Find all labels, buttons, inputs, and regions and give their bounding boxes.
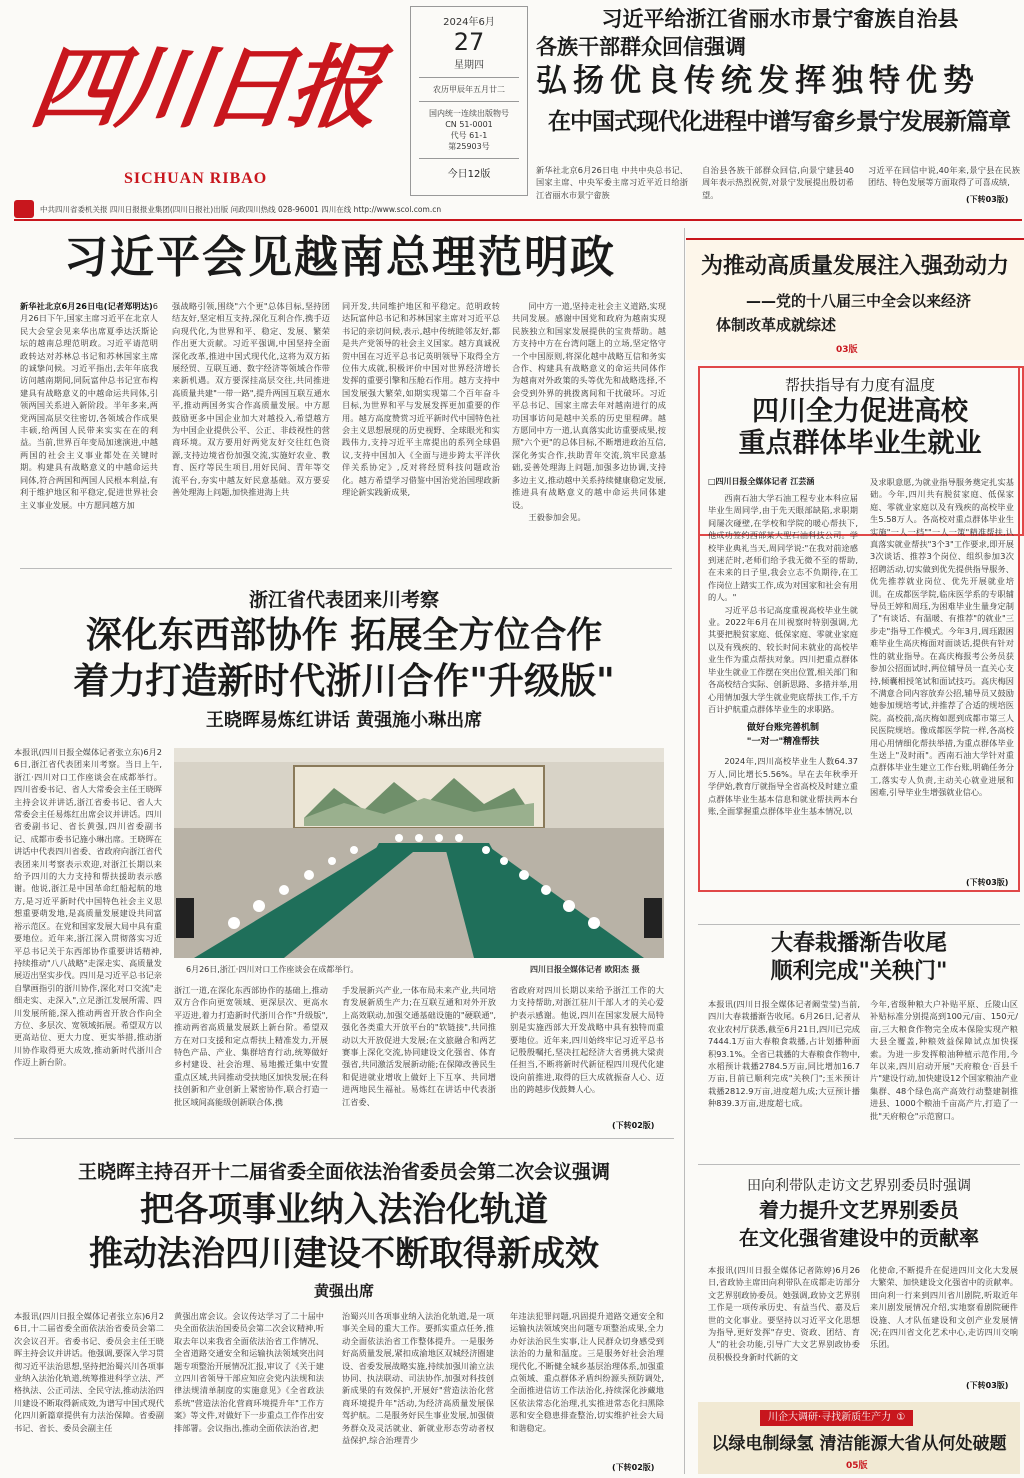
masthead-title-en: SICHUAN RIBAO xyxy=(124,170,268,187)
culture-headline-2: 在文化强省建设中的贡献率 xyxy=(739,1226,979,1250)
date-weekday: 星期四 xyxy=(454,60,484,71)
harvest-headline-1: 大春栽播渐告收尾 xyxy=(770,931,947,956)
photo-credit: 四川日报全媒体记者 欧阳杰 摄 xyxy=(530,965,640,974)
law-next-page: (下转02版) xyxy=(612,1463,655,1472)
zhejiang-headline-1: 深化东西部协作 拓展全方位合作 xyxy=(85,615,603,656)
right-teaser-sub-1: ——党的十八届三中全会以来经济 xyxy=(746,292,972,310)
law-headline-1: 把各项事业纳入法治化轨道 xyxy=(140,1190,548,1230)
zhejiang-kicker: 浙江省代表团来川考察 xyxy=(248,589,439,611)
law-col-1: 本报讯(四川日报全媒体记者张立东)6月26日,十二届省委全面依法治省委员会第二次会议召开。省委书记、委员会主任王晓晖主持会议并讲话。他强调,要深入学习贯彻习近平法治思想,坚持把治蜀兴川各项事业纳入法治化轨道,统筹推进科学立法、严格执法、公正司法、全民守法,推动法治四川建设不断取得新成效,为谱写中国式现代化四川新篇章提供有力法治保障。省委副书记、省长、委员会副主任 xyxy=(14,1311,164,1433)
vietnam-text-1: 6月26日下午,国家主席习近平在北京人民大会堂会见来华出席夏季达沃斯论坛的越南总理范明政。习近平请范明政转达对苏林总书记和苏林国家主席的诚挚问候。习近平指出,去年年底我访问越南期间,同阮富仲总书记宣布构建具有战略意义的中越命运共同体,引领两国关系进入新阶段。半年多来,两党两国高层交往密切,各领域合作成果丰硕,给两国人民带来实实在在的利益。当前,世界百年变局加速演进,中越两国的社会主义事业都处在关键时期。构建具有战略意义的中越命运共同体,符合两国和两国人民根本利益,有利于维护地区和平稳定,促进世界社会主义事业发展。中方愿同越方加 xyxy=(20,301,158,510)
vietnam-col-2: 强战略引领,围绕"六个更"总体目标,坚持团结友好,坚定相互支持,深化互利合作,携手迈向现代化,为世界和平、稳定、发展、繁荣作出更大贡献。习近平强调,中国坚持全面深化改革,推进中国式现代化,这将为双方拓展经贸、互联互通、数字经济等领域合作带来新机遇。双方要深挂高层交往,共同推进高质量共建"一带一路",提升两国互联互通水平,推动两国务实合作高质量发展。中方愿鼓励更多中国企业加大对越投入,希望越方为中国企业提供公平、公正、非歧视性的营商环境。双方要用好两党友好交往红色资源,支持边境省份加强交流,实施好农业、教育、医疗等民生项目,用好民间、青年等交流平台,夯实中越友好民意基础。双方要妥善处理海上问题,加快推进海上共 xyxy=(172,301,330,498)
zhejiang-col-b3: 省政府对四川长期以来给予浙江工作的大力支持帮助,对浙江驻川干部人才的关心爱护表示感谢。他说,四川在国家发展大局特别是实施西部大开发战略中具有独特而重要地位。近年来,四川始终牢记习近平总书记殷殷嘱托,坚决扛起经济大省勇挑大梁责任担当,不断将新时代新征程四川现代化建设向前推进,取得的巨大成就振奋人心、迈出的跨越步伐鼓舞人心。 xyxy=(510,985,664,1095)
top-col-2: 自治县各族干部群众回信,向景宁建县40周年表示热烈祝贺,对景宁发展提出殷切希望。 xyxy=(702,165,854,200)
culture-next-page: (下转03版) xyxy=(966,1381,1009,1390)
graduates-headline-2: 重点群体毕业生就业 xyxy=(738,428,982,459)
graduates-subhead-1: 做好台账完善机制 xyxy=(746,723,819,734)
graduates-col-1 xyxy=(708,492,858,884)
right-teaser-headline: 为推动高质量发展注入强劲动力 xyxy=(700,254,1009,279)
zhejiang-col-b1: 浙江一道,在深化东西部协作的基础上,推动双方合作向更宽领域、更深层次、更高水平迈进,着力打造新时代浙川合作"升级版",推动两省高质量发展跃上新台阶。希望双方在对口支援和定点帮扶上精准发力,开展特色产品、产业、集群培育行动,统筹做好乡村建设、社会治理、易地搬迁集中安置重点区域,共同推动受扶地区加快发展;在科技创新和产业创新上紧密协作,联合打造一批区域间高能级创新联合体,携 xyxy=(174,985,328,1107)
zhejiang-left-col: 本报讯(四川日报全媒体记者张立东)6月26日,浙江省代表团来川考察。当日上午,浙江·四川对口工作座谈会在成都举行。四川省委书记、省人大常委会主任王晓晖主持会议并讲话,浙江省委书记、省人大常委会主任易炼红出席会议并讲话。四川省委副书记、省长黄强,四川省委副书记、成都市委书记施小琳出席。王晓晖在讲话中代表四川省委、省政府向浙江省代表团来川考察表示欢迎,对浙江长期以来给予四川的大力支持和帮扶援助表示感谢。他说,浙江是中国革命红船起航的地方,是习近平新时代中国特色社会主义思想重要萌发地,是高质量发展建设共同富裕示范区。在党和国家发展大局中具有重要地位。近年来,浙江深入贯彻落实习近平总书记关于东西部协作重要讲话精神,持续推动"八八战略"走深走实、高质量发展迈出坚实步伐。四川是习近平总书记亲自擘画指引的浙川协作,深化对口交流"走细走实、走深入",立足浙江发展所需、四川发展所能,深入推动两省开放合作向全方位、多层次、宽领域拓展。希望双方以更高站位、更大力度、更实举措,推动浙川协作取得更大成效,推动新时代浙川合作迈上新台阶。 xyxy=(14,747,162,1068)
teaser-page: 05版 xyxy=(846,1461,868,1471)
zhejiang-next-page: (下转02版) xyxy=(612,1121,655,1130)
right-teaser-sub-2: 体制改革成就综述 xyxy=(716,316,837,334)
date-lunar: 农历甲辰年五月廿二 xyxy=(433,85,505,94)
culture-col-1: 本报讯(四川日报全媒体记者陈婷)6月26日,省政协主席田向利带队在成都走访部分文艺界别政协委员。她强调,政协文艺界别工作是一项传承历史、有益当代、嘉及后世的文化事业。要坚持以习近平文化思想为指导,更好发挥"存史、资政、团结、育人"的社会功能,引导广大文艺界别政协委员积极投身新时代新的文 xyxy=(708,1265,860,1362)
harvest-headline-2: 顺利完成"关秧门" xyxy=(770,959,948,984)
date-line: 2024年6月 xyxy=(443,17,495,28)
date-day: 27 xyxy=(453,28,485,56)
top-kicker-2: 各族干部群众回信强调 xyxy=(536,35,746,59)
vietnam-lead-tag: 新华社北京6月26日电(记者郑明达) xyxy=(20,301,153,311)
vietnam-text-4b: 王毅参加会见。 xyxy=(528,511,586,522)
top-col-3: 习近平在回信中说,40年来,景宁县在民族团结、特色发展等方面取得了可喜成绩, xyxy=(868,165,1020,188)
graduates-byline: □四川日报全媒体记者 江芸涵 xyxy=(708,477,815,486)
graduates-subhead-2: "一对一"精准帮扶 xyxy=(746,737,820,748)
graduates-text-1a: 西南石油大学石油工程专业本科应届毕业生周同学,由于先天眼部缺陷,求职期间屡次碰壁,在学校和学院的暖心帮扶下,他成功签约西部某大型石油科技公司。学校毕业典礼当天,周同学说:"在我对前途感到迷茫时,老师们给予我无微不至的帮助,在未来的日子里,我会立志不负期待,在工作岗位上踏实工作,成为对国家和社会有用的人。" xyxy=(708,493,858,603)
culture-headline-1: 着力提升文艺界别委员 xyxy=(759,1198,959,1222)
pages-count: 今日12版 xyxy=(447,169,491,180)
date-box xyxy=(410,6,528,196)
harvest-col-1: 本报讯(四川日报全媒体记者阚莹莹)当前,四川大春栽播渐告收尾。6月26日,记者从农业农村厅获悉,截至6月21日,四川已完成7444.1万亩大春粮食栽播,占计划播种面积93.1%。全省已栽播的大春粮食作物中,水稻预计栽播2784.5万亩,同比增加16.7万亩,目前已顺利完成"关秧门";玉米预计栽播2812.9万亩,进度超九成;大豆预计播种839.3万亩,进度超七成。 xyxy=(708,999,860,1109)
culture-kicker: 田向利带队走访文艺界别委员时强调 xyxy=(747,1178,971,1194)
issn-1: 国内统一连续出版物号 xyxy=(429,109,509,118)
masthead-title: 四川日报 xyxy=(24,35,384,141)
graduates-text-1b: 习近平总书记高度重视高校毕业生就业。2022年6月在川视察时特别强调,尤其要把脱贫家庭、低保家庭、零就业家庭以及有残疾的、较长时间未就业的高校毕业生作为重点帮扶对象。四川把重点群体毕业生就业工作摆在突出位置,相关部门和各高校结合实际、创新思路、多措并举,用心用情加强大学生就业兜底帮扶工作,千方百计护航重点群体毕业生的求职路。 xyxy=(708,604,858,714)
graduates-next-page: (下转03版) xyxy=(966,878,1009,887)
vietnam-col-1 xyxy=(20,300,158,562)
graduates-text-1c: 2024年,四川高校毕业生人数64.37万人,同比增长5.56%。早在去年秋季开学伊始,教育厅就指导全省高校及时建立重点群体毕业生基本信息和就业帮扶两本台账,全面掌握重点群体毕业生基本情况,以 xyxy=(708,756,858,816)
law-col-2: 黄强出席会议。会议传达学习了二十届中央全面依法治国委员会第二次会议精神,听取去年以来我省全面依法治省工作情况、全省道路交通安全和运输执法领域突出问题专项整治开展情况汇报,审议了《关于建立四川省领导干部应知应会党内法规和法律法规清单制度的实施意见》《全省政法系统"营造法治化营商环境提升年"工作方案》等文件,对做好下一步重点工作作出安排部署。会议指出,推动全面依法治省,把 xyxy=(174,1311,324,1433)
publisher-logo-icon xyxy=(14,200,34,218)
teaser-badge-label: 川企大调研·寻找新质生产力 xyxy=(768,1412,892,1423)
publisher-bar: 中共四川省委机关报 四川日报报业集团(四川日报社)出版 问政四川热线 028-96001 四川在线 http://www.scol.com.cn xyxy=(40,205,442,214)
masthead-logo xyxy=(14,18,394,187)
law-kicker: 王晓晖主持召开十二届省委全面依法治省委员会第二次会议强调 xyxy=(77,1161,610,1183)
law-col-4: 年违法犯罪问题,巩固提升道路交通安全和运输执法领域突出问题专项整治成果,全力办好法治民生实事,让人民群众切身感受到法治的力量和温度。三是服务好社会治理现代化,不断健全城乡基层治理体系,加强重点领域、重点群体矛盾纠纷源头预防调处,全面推进信访工作法治化,持续深化涉藏地区依法常态化治理,扎实推进常态化扫黑除恶和安全稳患排查整治,切实维护社会大局和谐稳定。 xyxy=(510,1311,664,1433)
teaser-headline: 以绿电制绿氢 清洁能源大省从何处破题 xyxy=(711,1434,1007,1454)
right-teaser-page: 03版 xyxy=(836,345,858,355)
law-headline-2: 推动法治四川建设不断取得新成效 xyxy=(89,1234,599,1274)
vietnam-col-3: 同开发,共同维护地区和平稳定。范明政转达阮富仲总书记和苏林国家主席对习近平总书记的亲切问候,表示,越中传统睦邻友好,都是共产党领导的社会主义国家。越方真诚祝贺中国在习近平总书记英明领导下取得全方位伟大成就,积极评价中国对世界经济增长发挥的重要引擎和压舱石作用。越方支持中国发展强大繁荣,如期实现第二个百年奋斗目标,为世界和平与发展发挥更加重要的作用。越方高度赞赏习近平新时代中国特色社会主义思想展现的历史视野、全球眼光和实践伟力,支持习近平主席提出的系列全球倡议,支持中国加入《全面与进步跨太平洋伙伴关系协定》,反对将经贸科技问题政治化。越方希望学习借鉴中国治党治国理政新理论新实践新成果, xyxy=(342,301,500,498)
culture-col-2: 化使命,不断提升在促进四川文化大发展大繁荣、加快建设文化强省中的贡献率。田向利一行来到四川省川剧院,听取近年来川剧发展情况介绍,实地察看剧院硬件设施、人才队伍建设和文创产业发展情况;在四川省文化艺术中心,走访四川交响乐团。 xyxy=(870,1265,1018,1350)
bottom-right-teaser[interactable] xyxy=(698,1402,1020,1474)
right-teaser-box[interactable] xyxy=(686,238,1024,360)
law-col-3: 治蜀兴川各项事业纳入法治化轨道,是一项事关全局的重大工作。要抓实重点任务,推动全面依法治省工作整体提升。一是服务好高质量发展,紧扣成渝地区双城经济圈建设、省委发展战略实施,持续加强川渝立法协同、执法联动、司法协作,加强对科技创新成果的有效保护,开展好"营造法治化营商环境提升年"活动,为经济高质量发展保驾护航。二是服务好民生事业发展,加强债务群众及灵活就业、新就业形态劳动者权益保护,综合治理青少 xyxy=(342,1311,494,1446)
law-sub: 黄强出席 xyxy=(313,1282,374,1300)
zhejiang-sub: 王晓晖易炼红讲话 黄强施小琳出席 xyxy=(205,710,483,731)
photo-caption: 6月26日,浙江·四川对口工作座谈会在成都举行。 xyxy=(186,965,359,974)
top-headline-2: 在中国式现代化进程中谱写畲乡景宁发展新篇章 xyxy=(548,109,1010,135)
meeting-photo xyxy=(174,748,664,958)
issn-4: 第25903号 xyxy=(448,142,490,151)
top-next-page: (下转03版) xyxy=(966,195,1009,204)
teaser-badge xyxy=(760,1410,913,1426)
graduates-headline-1: 四川全力促进高校 xyxy=(752,396,968,427)
issn-2: CN 51-0001 xyxy=(445,120,493,129)
meeting-photo-svg xyxy=(174,748,664,958)
issn-3: 代号 61-1 xyxy=(450,131,488,140)
top-kicker-1: 习近平给浙江省丽水市景宁畲族自治县 xyxy=(601,7,959,31)
teaser-badge-num: ① xyxy=(896,1412,906,1423)
zhejiang-headline-2: 着力打造新时代浙川合作"升级版" xyxy=(73,661,615,702)
graduates-kicker: 帮扶指导有力度有温度 xyxy=(784,376,935,394)
vietnam-col-4 xyxy=(512,300,666,562)
top-col-1: 新华社北京6月26日电 中共中央总书记、国家主席、中央军委主席习近平近日给浙江省丽水市景宁畲族 xyxy=(536,165,688,200)
graduates-col-2: 及求职意愿,为就业指导服务奠定扎实基础。今年,四川共有脱贫家庭、低保家庭、零就业家庭以及有残疾的高校毕业生5.58万人。各高校对重点群体毕业生实施"一人一档""一人一策"精准帮扶,认真落实就业帮扶"3个3"工作要求,即开展3次谈话、推荐3个岗位、组织参加3次招聘活动,切实做到优先提供指导服务、优先推荐就业岗位、优先开展就业培训。在成都医学院,临床医学系的专职辅导员王婷和周珏,为困难毕业生量身定制了"有谈话、有温暖、有推荐"的就业"三步走"指导工作模式。今年3月,周珏跟困难毕业生高庆梅面对面谈话,提供有针对性的就业指导。在高庆梅报考公务员获参加公招面试时,两位辅导员一直关心支持,倾囊相授笔试和面试技巧。高庆梅因不满意合同内容放弃公招,辅导员又鼓励她参加规培考试,并推荐了合适的规培医院。高校前,高庆梅如愿到成都市第三人民医院规培。像成都医学院一样,各高校用心用情细化帮扶举措,为重点群体毕业生送上"及时雨"。西南石油大学针对重点群体毕业生建立工作台账,明确任务分工,落实专人负责,主动关心就业进展和困难,引导毕业生增强就业信心。 xyxy=(870,477,1014,798)
vietnam-headline: 习近平会见越南总理范明政 xyxy=(64,232,616,283)
vietnam-text-4: 同中方一道,坚持走社会主义道路,实现共同发展。感谢中国党和政府为越南实现民族独立和国家发展提供的宝贵帮助。越方支持中方在台湾问题上的立场,坚定恪守一个中国原则,将深化越中战略互信和务实合作、构建具有战略意义的命运共同体作为越南对外政策的头等优先和战略选择,不会受到外界的挑拨离间和干扰破坏。习近平总书记、国家主席去年对越南进行的成功国事访问是越中关系的历史里程碑。越方愿同中方一道,认真落实此访重要成果,按照"六个更"的总体目标,不断增进政治互信,深化务实合作,扶助青年交流,筑牢民意基础,妥善处理海上问题,加强多边协调,支持多边主义,推动越中关系持续健康稳定发展,推进具有战略意义的越中命运共同体建设。 xyxy=(512,301,666,510)
zhejiang-col-b2: 手发展新兴产业,一体布局未来产业,共同培育发展新质生产力;在互联互通和对外开放上高效联动,加强交通基础设施的"硬联通",强化各类重大开放平台的"软链接",共同推动以大开放促进大发展;在文旅融合和两艺赛事上深化交流,协同建设文化强省、体育强省,共同激活发展新动能;在保障改善民生和促进就业增收上做好上下互享、共同增进两地民生福祉。易炼红在讲话中代表浙江省委、 xyxy=(342,985,496,1107)
harvest-col-2: 今年,省级种粮大户补贴平原、丘陵山区补贴标准分别提高到100元/亩、150元/亩,三大粮食作物完全成本保险实现产粮大县全覆盖,种粮效益保障试点加快探索。为进一步发挥粮油种植示范作用,今年以来,四川启动开展"天府粮仓·百县千片"建设行动,加快建设12个国家粮油产业集群、48个绿色高产高效行动整建制推进县、1000个粮油千亩高产片,打造了一批"天府粮仓"示范窗口。 xyxy=(870,999,1018,1121)
top-headline-1: 弘扬优良传统发挥独特优势 xyxy=(536,63,980,99)
